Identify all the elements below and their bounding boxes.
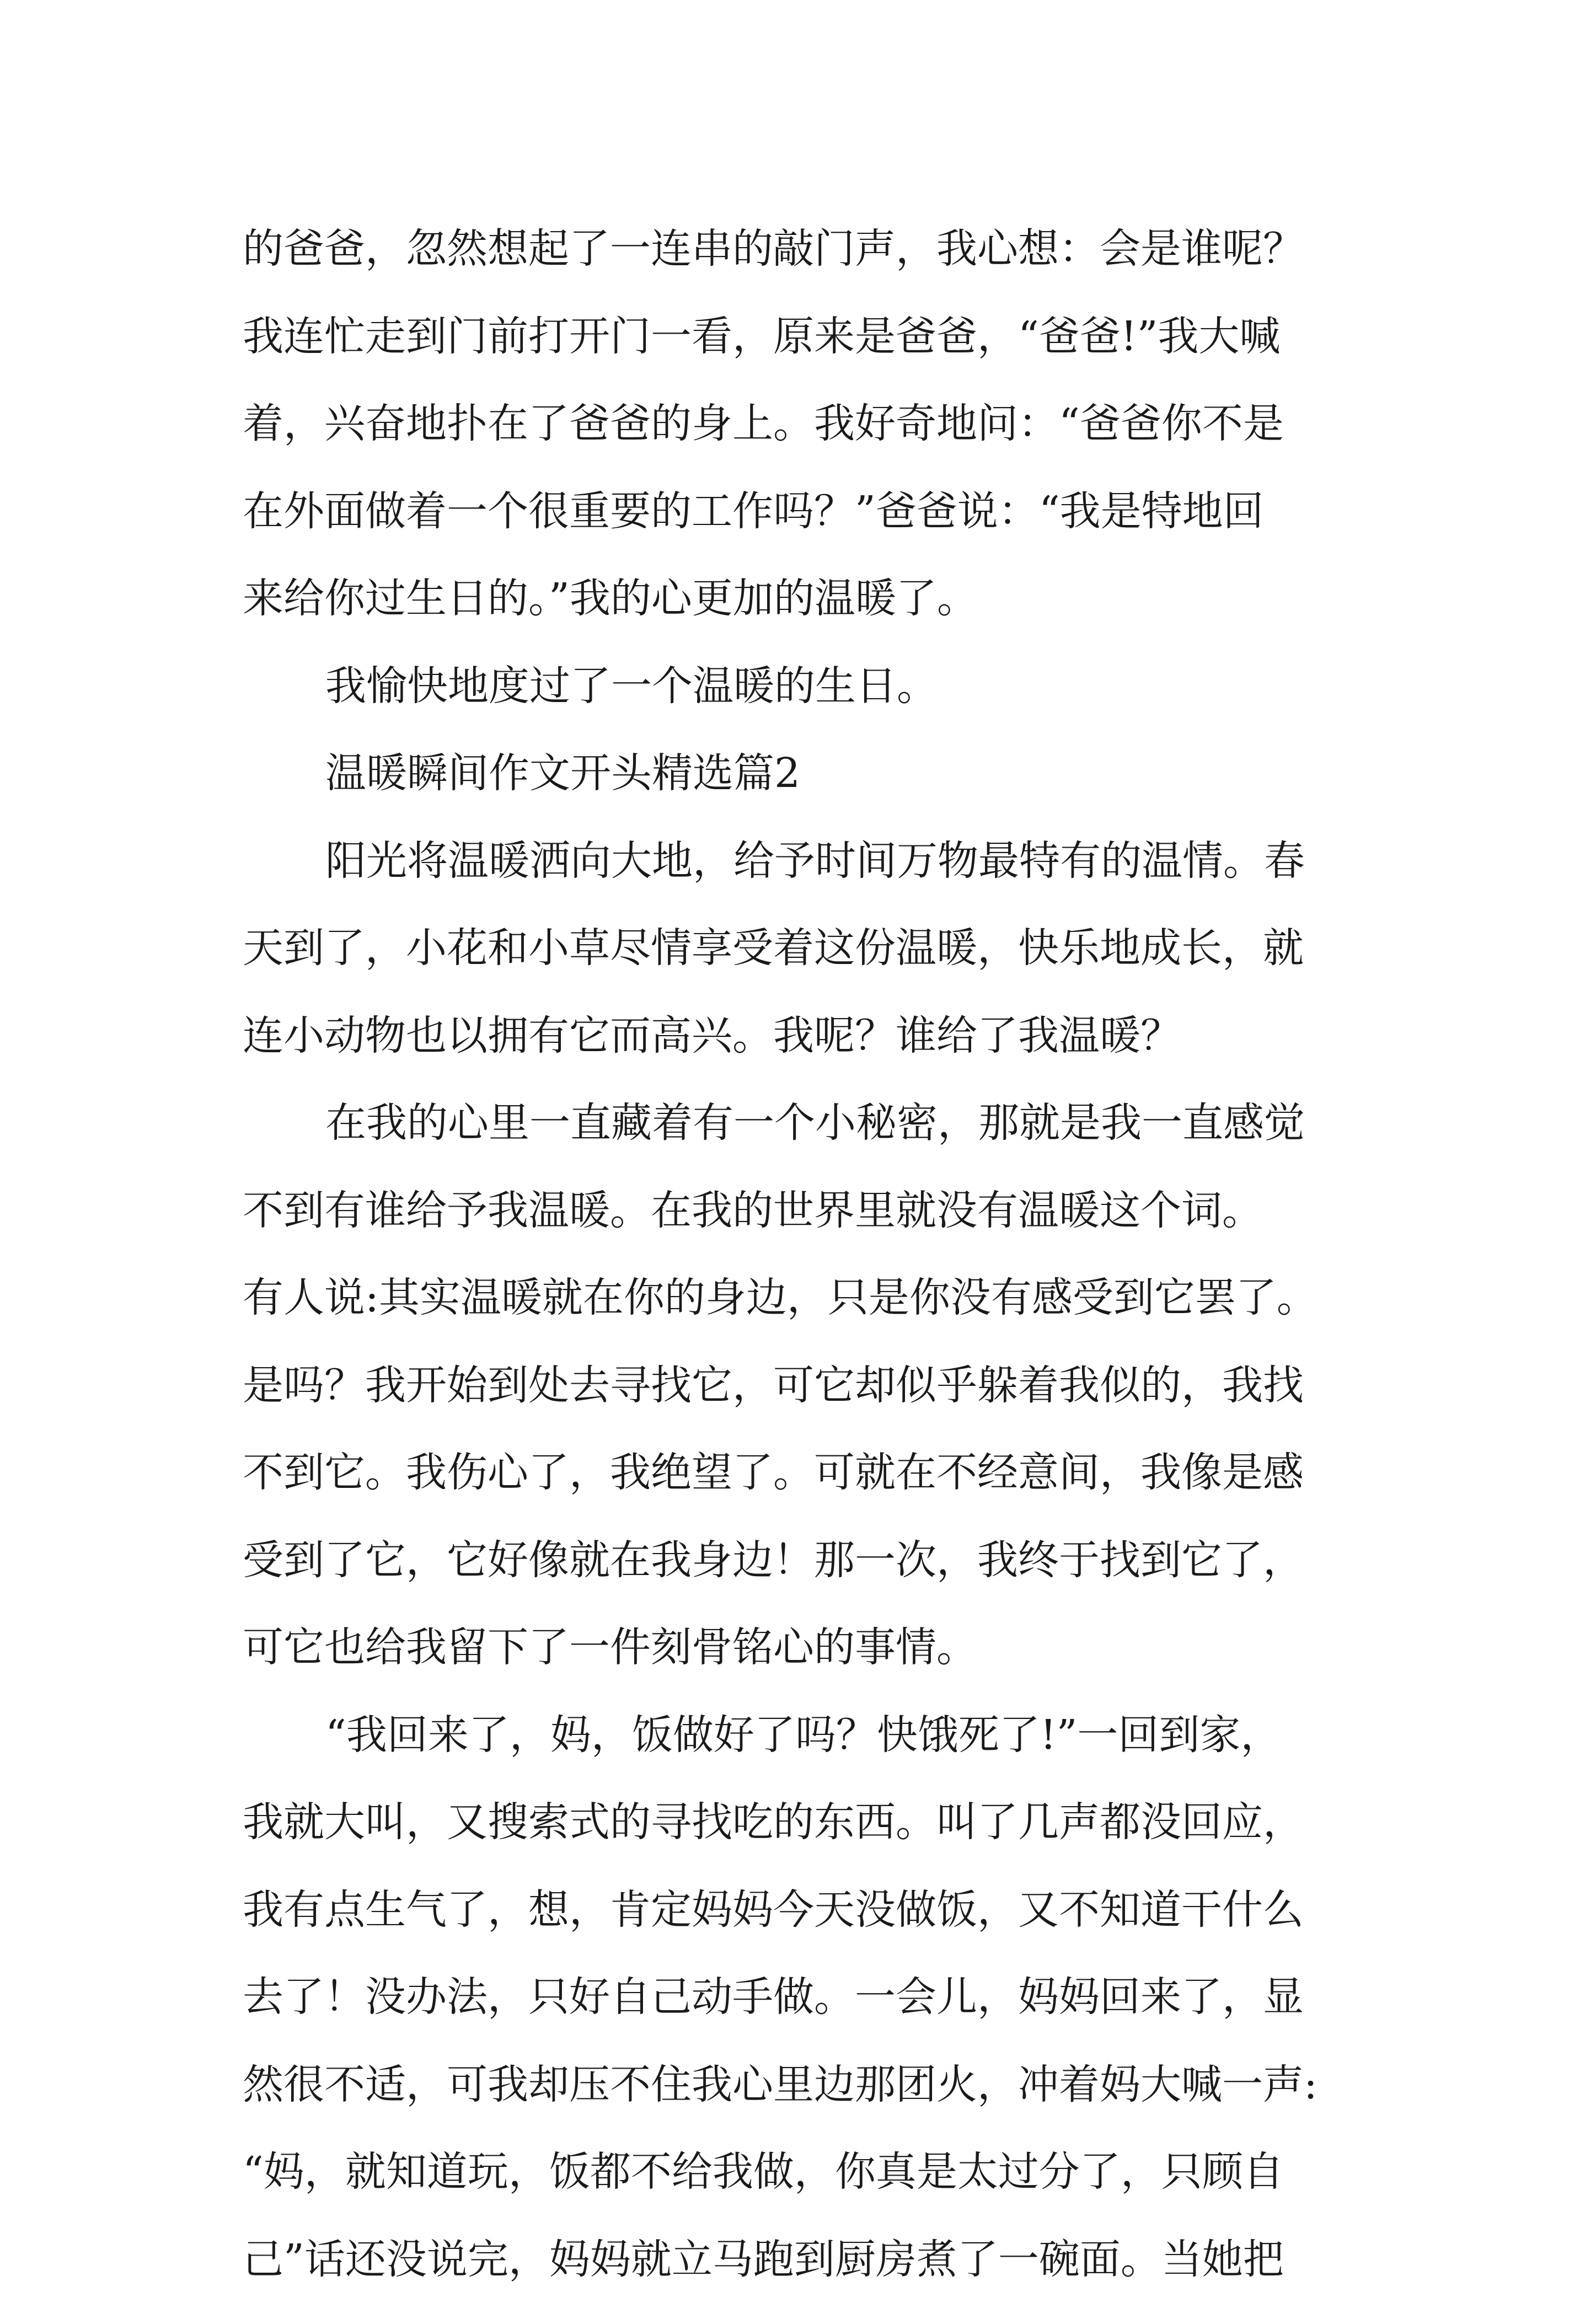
section-heading: 温暖瞬间作文开头精选篇2 [243,730,1368,817]
text-line-1: 的爸爸，忽然想起了一连串的敲门声，我心想：会是谁呢？ [243,205,1368,293]
text-line-11: 在我的心里一直藏着有一个小秘密，那就是我一直感觉 [243,1079,1368,1167]
text-line-18: “我回来了，妈，饭做好了吗？快饿死了!”一回到家， [243,1691,1368,1779]
text-line-19: 我就大叫，又搜索式的寻找吃的东西。叫了几声都没回应， [243,1779,1368,1866]
text-line-21: 去了！没办法，只好自己动手做。一会儿，妈妈回来了，显 [243,1953,1368,2041]
text-line-6: 我愉快地度过了一个温暖的生日。 [243,642,1368,730]
text-line-24: 己”话还没说完，妈妈就立马跑到厨房煮了一碗面。当她把 [243,2216,1368,2303]
text-line-16: 受到了它，它好像就在我身边！那一次，我终于找到它了， [243,1517,1368,1604]
text-line-15: 不到它。我伤心了，我绝望了。可就在不经意间，我像是感 [243,1429,1368,1517]
text-line-20: 我有点生气了，想，肯定妈妈今天没做饭，又不知道干什么 [243,1866,1368,1954]
text-line-9: 天到了，小花和小草尽情享受着这份温暖，快乐地成长，就 [243,904,1368,992]
text-line-14: 是吗？我开始到处去寻找它，可它却似乎躲着我似的，我找 [243,1342,1368,1429]
text-line-22: 然很不适，可我却压不住我心里边那团火，冲着妈大喊一声: [243,2041,1368,2129]
text-line-4: 在外面做着一个很重要的工作吗？”爸爸说：“我是特地回 [243,468,1368,555]
text-line-8: 阳光将温暖洒向大地，给予时间万物最特有的温情。春 [243,817,1368,905]
text-line-17: 可它也给我留下了一件刻骨铭心的事情。 [243,1604,1368,1691]
text-line-12: 不到有谁给予我温暖。在我的世界里就没有温暖这个词。 [243,1167,1368,1255]
text-line-23: “妈，就知道玩，饭都不给我做，你真是太过分了，只顾自 [243,2128,1368,2216]
text-line-5: 来给你过生日的。”我的心更加的温暖了。 [243,555,1368,642]
document-body [243,205,1368,2303]
text-line-10: 连小动物也以拥有它而高兴。我呢？谁给了我温暖？ [243,992,1368,1080]
text-line-3: 着，兴奋地扑在了爸爸的身上。我好奇地问：“爸爸你不是 [243,380,1368,468]
text-line-13: 有人说:其实温暖就在你的身边，只是你没有感受到它罢了。 [243,1254,1368,1342]
text-line-2: 我连忙走到门前打开门一看，原来是爸爸，“爸爸!”我大喊 [243,293,1368,381]
